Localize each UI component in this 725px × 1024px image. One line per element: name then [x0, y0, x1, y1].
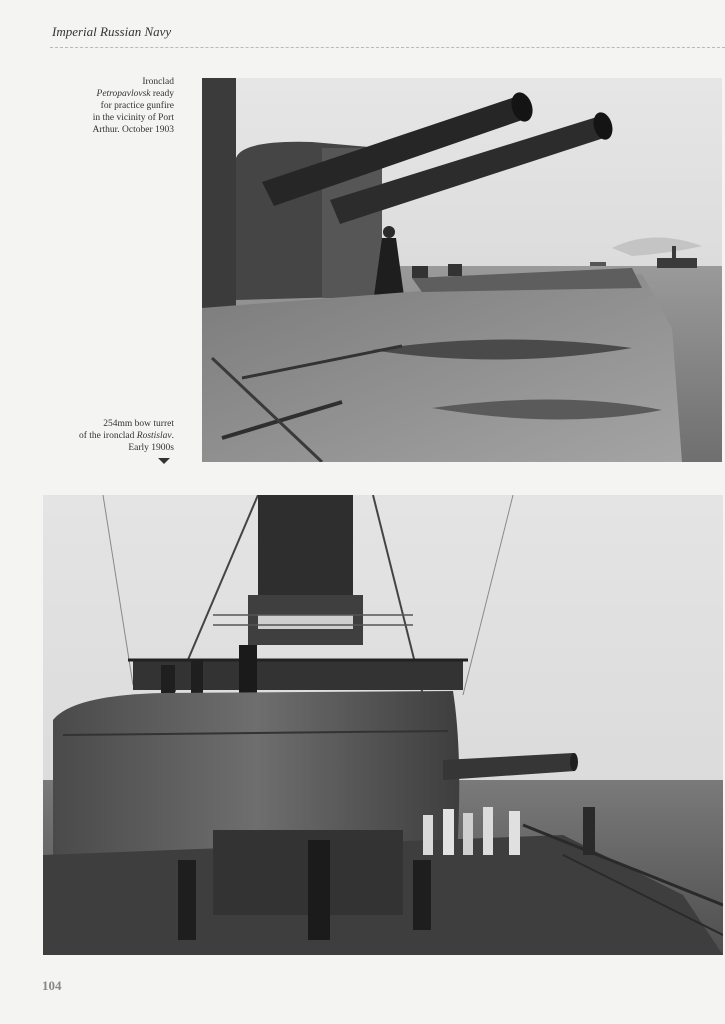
caption-line: 254mm bow turret [103, 419, 174, 429]
caption-line [14, 430, 174, 442]
caption-line: Early 1900s [128, 443, 174, 453]
caption-text: ready [150, 89, 174, 99]
page-number: 104 [42, 978, 62, 993]
caption-petropavlovsk [14, 76, 174, 136]
ship-name: Petropavlovsk [96, 89, 151, 99]
ship-name: Rostislav [136, 431, 172, 441]
photo-rostislav-bow-turret [43, 495, 723, 955]
running-header: Imperial Russian Navy [52, 24, 172, 39]
photo-petropavlovsk-illustration [202, 78, 722, 462]
caption-line: in the vicinity of Port [92, 113, 174, 123]
header-divider [50, 47, 725, 48]
caption-line: Arthur. October 1903 [92, 125, 174, 135]
photo-petropavlovsk-guns [202, 78, 722, 462]
caption-text: of the ironclad [79, 431, 137, 441]
caption-line [14, 88, 174, 100]
caption-text: . [171, 431, 174, 441]
photo-rostislav-illustration [43, 495, 723, 955]
caption-line: for practice gunfire [100, 101, 174, 111]
caption-pointer-icon [158, 458, 170, 464]
caption-rostislav [14, 418, 174, 454]
caption-line: Ironclad [142, 77, 174, 87]
